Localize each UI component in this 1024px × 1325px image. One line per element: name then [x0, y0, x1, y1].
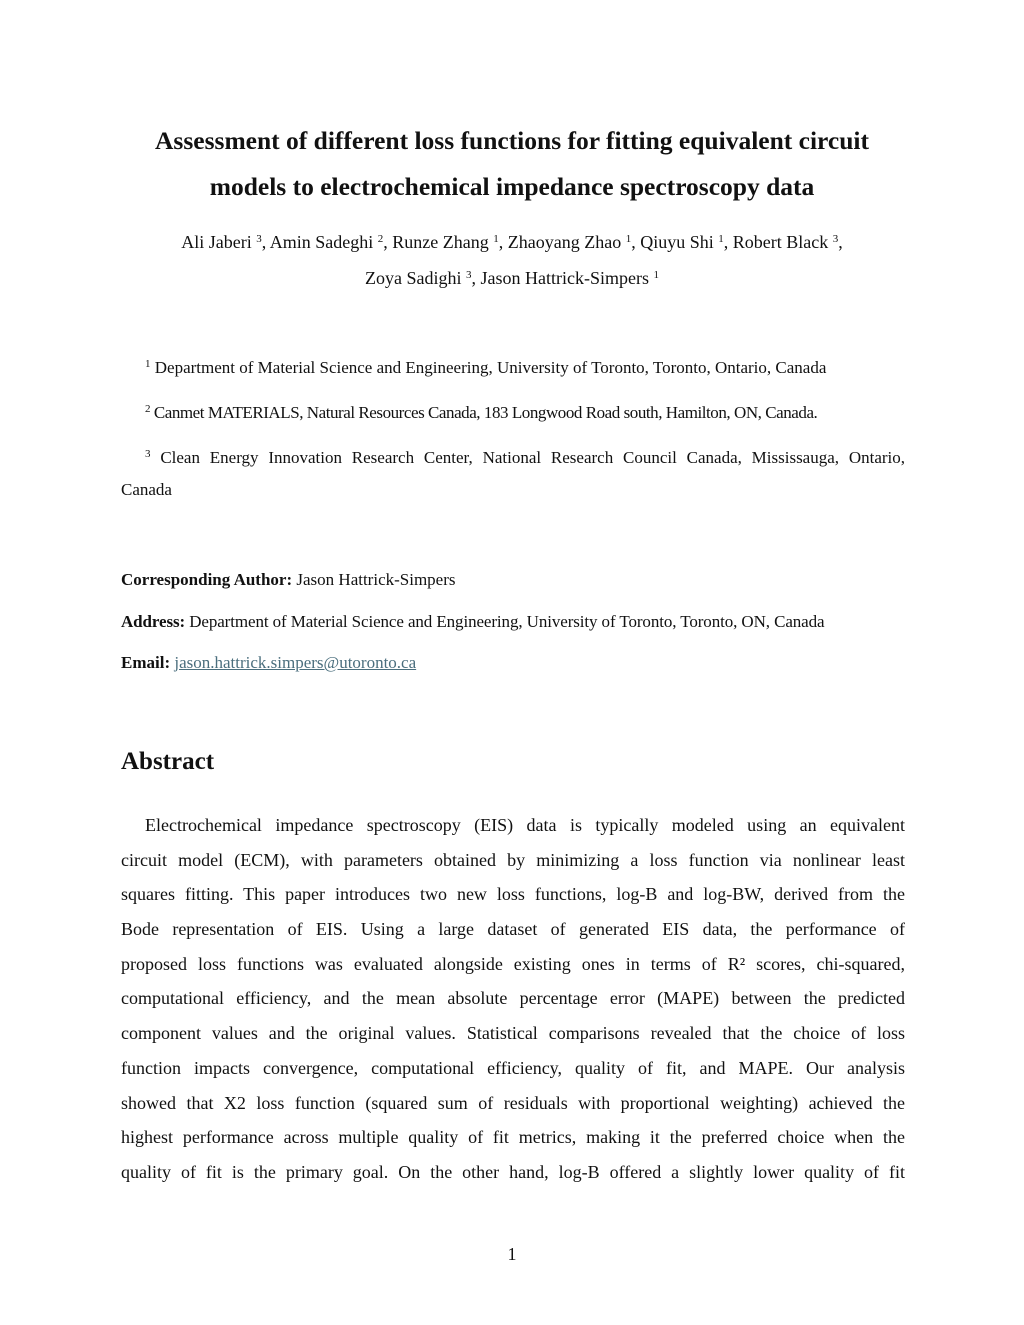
address-value: Department of Material Science and Engineering, University of Toronto, Toronto, ON, Canada — [189, 612, 825, 631]
author-name: Amin Sadeghi — [269, 232, 374, 252]
author-affiliation-marker: 3 — [256, 233, 262, 245]
abstract-line: quality of fit is the primary goal. On the other hand, log-B offered a slightly lower quality of fit — [121, 1161, 905, 1182]
corresponding-label: Corresponding Author: — [121, 570, 293, 589]
abstract-line: Electrochemical impedance spectroscopy (EIS) data is typically modeled using an equivalent — [145, 815, 905, 835]
author-separator: , — [261, 232, 270, 252]
abstract-line: squares fitting. This paper introduces two new loss functions, log-B and log-BW, derived from the — [121, 884, 905, 905]
paper-title — [0, 118, 1024, 210]
author-affiliation-marker: 1 — [625, 233, 632, 245]
abstract-line: Bode representation of EIS. Using a large dataset of generated EIS data, the performance of — [121, 919, 905, 940]
author-affiliation-marker: 1 — [493, 233, 499, 245]
abstract-line: proposed loss functions was evaluated alongside existing ones in terms of R² scores, chi-squared, — [121, 953, 905, 974]
affiliation-text: Department of Material Science and Engineering, University of Toronto, Toronto, Ontario, Canada — [154, 358, 827, 377]
affiliation-text: Canmet MATERIALS, Natural Resources Canada, 183 Longwood Road south, Hamilton, ON, Canada. — [153, 403, 818, 422]
affiliation-number: 3 — [145, 448, 151, 460]
address-label: Address: — [121, 612, 186, 631]
affiliation-text-cont: Canada — [121, 480, 172, 499]
author-separator: , — [631, 232, 641, 252]
author-separator: , — [498, 232, 508, 252]
abstract-body — [121, 808, 905, 1190]
affiliation-1 — [121, 352, 905, 384]
author-line-1 — [0, 224, 1024, 260]
author-name: Qiuyu Shi — [640, 232, 714, 252]
author-affiliation-marker: 3 — [466, 269, 472, 281]
author-list — [0, 224, 1024, 296]
affiliation-3 — [121, 442, 905, 506]
author-separator: , — [838, 232, 843, 252]
corresponding-value: Jason Hattrick-Simpers — [296, 570, 456, 589]
author-separator: , — [471, 268, 481, 288]
affiliation-number: 2 — [145, 403, 151, 415]
affiliation-text: Clean Energy Innovation Research Center, National Research Council Canada, Mississauga, Ontario, — [160, 448, 906, 467]
author-separator: , — [723, 232, 733, 252]
author-affiliation-marker: 1 — [653, 269, 659, 281]
affiliation-number: 1 — [145, 358, 151, 370]
abstract-line: function impacts convergence, computational efficiency, quality of fit, and MAPE. Our analysis — [121, 1057, 905, 1078]
abstract-line: circuit model (ECM), with parameters obtained by minimizing a loss function via nonlinear least — [121, 849, 905, 870]
author-name: Zhaoyang Zhao — [507, 232, 622, 252]
author-name: Robert Black — [732, 232, 829, 252]
author-name: Zoya Sadighi — [365, 268, 462, 288]
affiliation-2 — [121, 397, 905, 429]
author-name: Runze Zhang — [392, 232, 489, 252]
author-affiliation-marker: 1 — [718, 233, 724, 245]
abstract-heading: Abstract — [121, 748, 215, 775]
author-separator: , — [383, 232, 393, 252]
email-block — [121, 653, 905, 673]
email-link[interactable]: jason.hattrick.simpers@utoronto.ca — [174, 653, 417, 672]
abstract-line: highest performance across multiple quality of fit metrics, making it the preferred choice when the — [121, 1127, 905, 1148]
abstract-line: component values and the original values. Statistical comparisons revealed that the choice of loss — [121, 1023, 905, 1044]
abstract-line: showed that X2 loss function (squared sum of residuals with proportional weighting) achieved the — [121, 1092, 905, 1113]
author-affiliation-marker: 2 — [377, 233, 384, 245]
author-line-2 — [0, 260, 1024, 296]
email-label: Email: — [121, 653, 171, 672]
author-name: Jason Hattrick-Simpers — [480, 268, 649, 288]
address-block — [121, 612, 905, 632]
page-number: 1 — [507, 1244, 517, 1264]
author-affiliation-marker: 3 — [832, 233, 839, 245]
abstract-line: computational efficiency, and the mean absolute percentage error (MAPE) between the predicted — [121, 988, 905, 1009]
corresponding-author — [121, 570, 905, 590]
author-name: Ali Jaberi — [181, 232, 252, 252]
title-line-1: Assessment of different loss functions for fitting equivalent circuit — [155, 126, 869, 155]
title-line-2: models to electrochemical impedance spectroscopy data — [209, 172, 815, 201]
